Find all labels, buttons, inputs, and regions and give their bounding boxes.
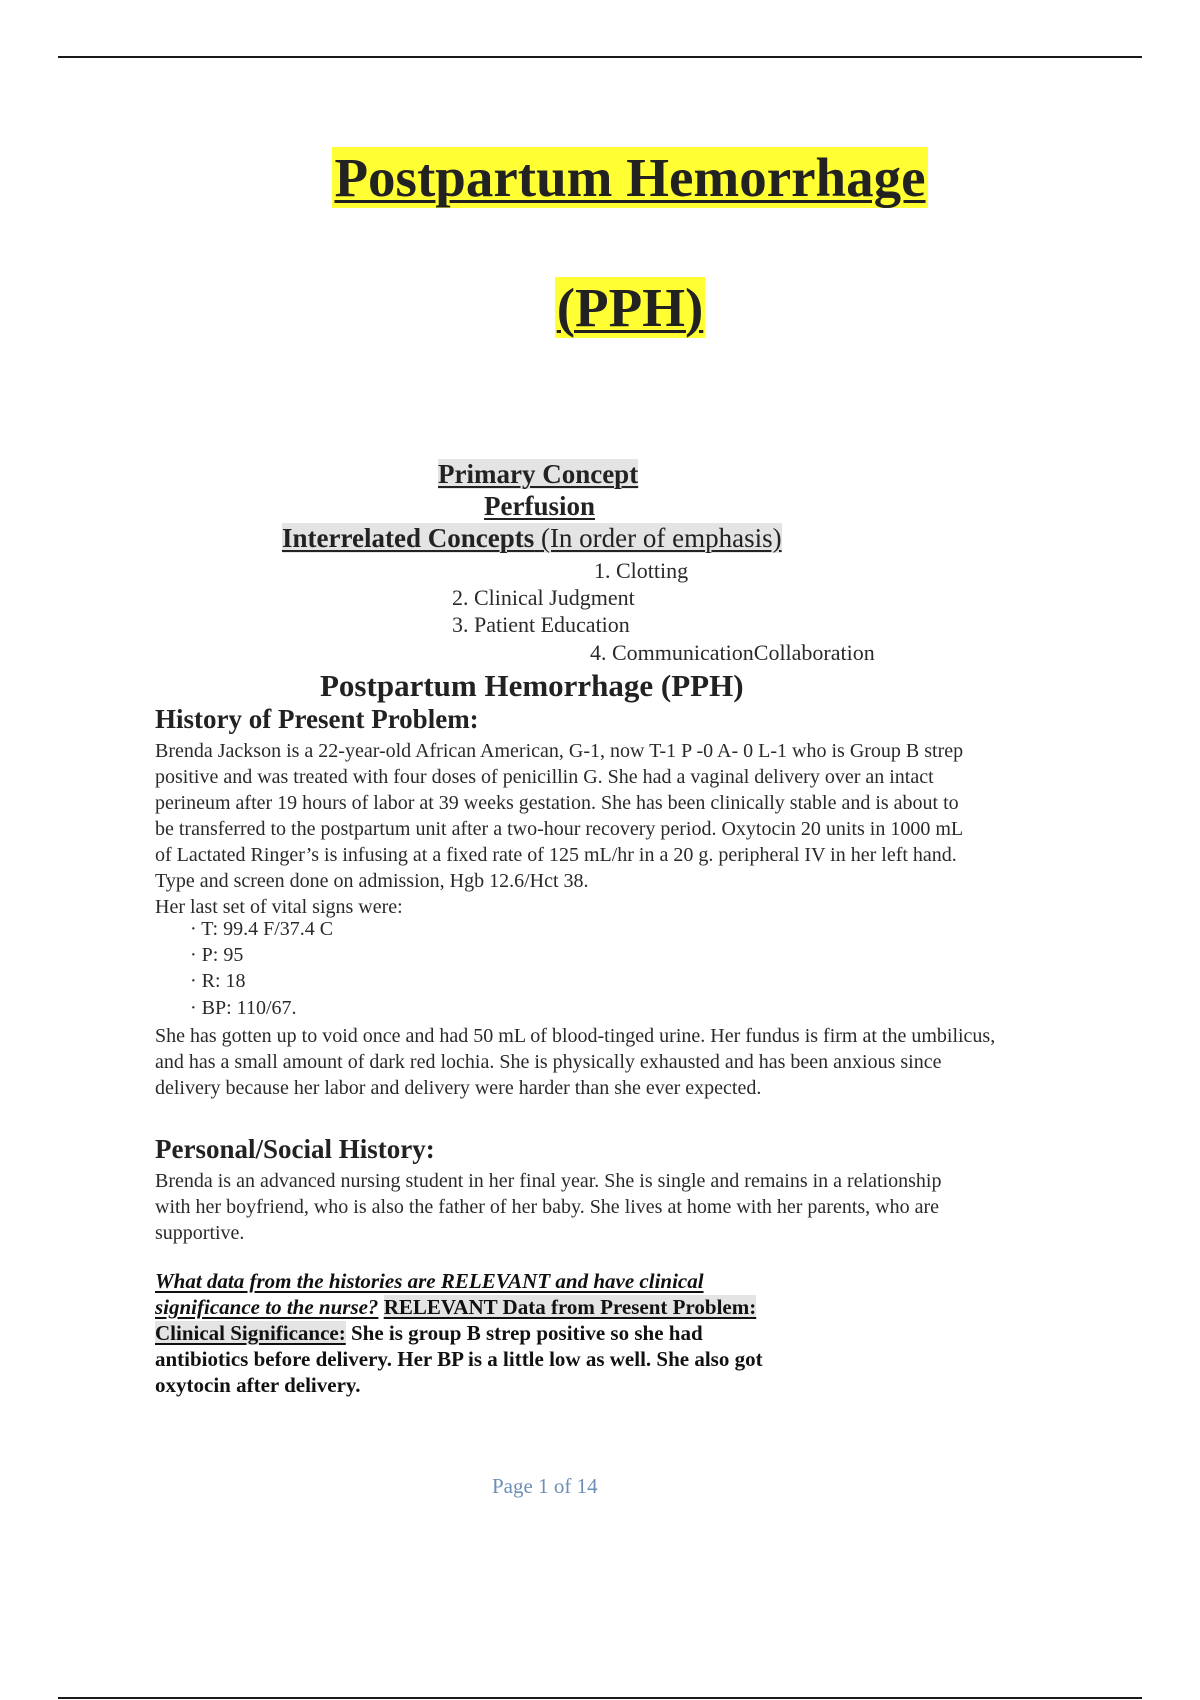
- top-rule: [58, 56, 1142, 58]
- page-number: Page 1 of 14: [492, 1474, 598, 1498]
- concept-item: 1. Clotting: [594, 558, 689, 583]
- concept-item: 2. Clinical Judgment: [452, 585, 635, 610]
- document-title-abbreviation: (PPH): [556, 277, 704, 338]
- social-history-heading: Personal/Social History:: [155, 1134, 435, 1164]
- relevant-data-question: What data from the histories are RELEVANT and have clinical significance to the nurse? RELEVANT Data from Present Problem: Clinical Significance: She is group B strep positive so she had antibiotics before delivery. Her BP is a little low as well. She also got oxytocin after delivery.: [155, 1269, 763, 1397]
- bottom-rule: [58, 1697, 1142, 1699]
- list-item: · BP: 110/67.: [190, 996, 297, 1019]
- history-paragraph: Brenda Jackson is a 22-year-old African American, G-1, now T-1 P -0 A- 0 L-1 who is Group B strep positive and was treated with four doses of penicillin G. She had a vaginal delivery over an intact perineum after 19 hours of labor at 39 weeks gestation. She has been clinically stable and is about to be transferred to the postpartum unit after a two-hour recovery period. Oxytocin 20 units in 1000 mL of Lactated Ringer’s is infusing at a fixed rate of 125 mL/hr in a 20 g. peripheral IV in her left hand. Type and screen done on admission, Hgb 12.6/Hct 38. Her last set of vital signs were:: [155, 740, 964, 918]
- social-history-paragraph: Brenda is an advanced nursing student in her final year. She is single and remains in a relationship with her boyfriend, who is also the father of her baby. She lives at home with her parents, who are supportive.: [155, 1170, 942, 1244]
- list-item: · R: 18: [190, 970, 246, 993]
- document-title: Postpartum Hemorrhage: [334, 147, 926, 208]
- vital-signs-list: [190, 916, 333, 1021]
- concept-item: 4. CommunicationCollaboration: [590, 640, 875, 665]
- primary-concept-value: Perfusion: [484, 491, 595, 521]
- list-item: · T: 99.4 F/37.4 C: [190, 918, 334, 940]
- history-followup-paragraph: She has gotten up to void once and had 50 mL of blood-tinged urine. Her fundus is firm at the umbilicus, and has a small amount of dark red lochia. She is physically exhausted and has been anxious since delivery because her labor and delivery were harder than she ever expected.: [155, 1025, 996, 1099]
- concept-item: 3. Patient Education: [452, 612, 630, 637]
- interrelated-concepts-heading: Interrelated Concepts (In order of emphasis): [282, 523, 782, 553]
- primary-concept-label: Primary Concept: [438, 459, 639, 489]
- section-title: Postpartum Hemorrhage (PPH): [320, 668, 744, 703]
- list-item: · P: 95: [190, 944, 244, 967]
- history-heading: History of Present Problem:: [155, 704, 479, 734]
